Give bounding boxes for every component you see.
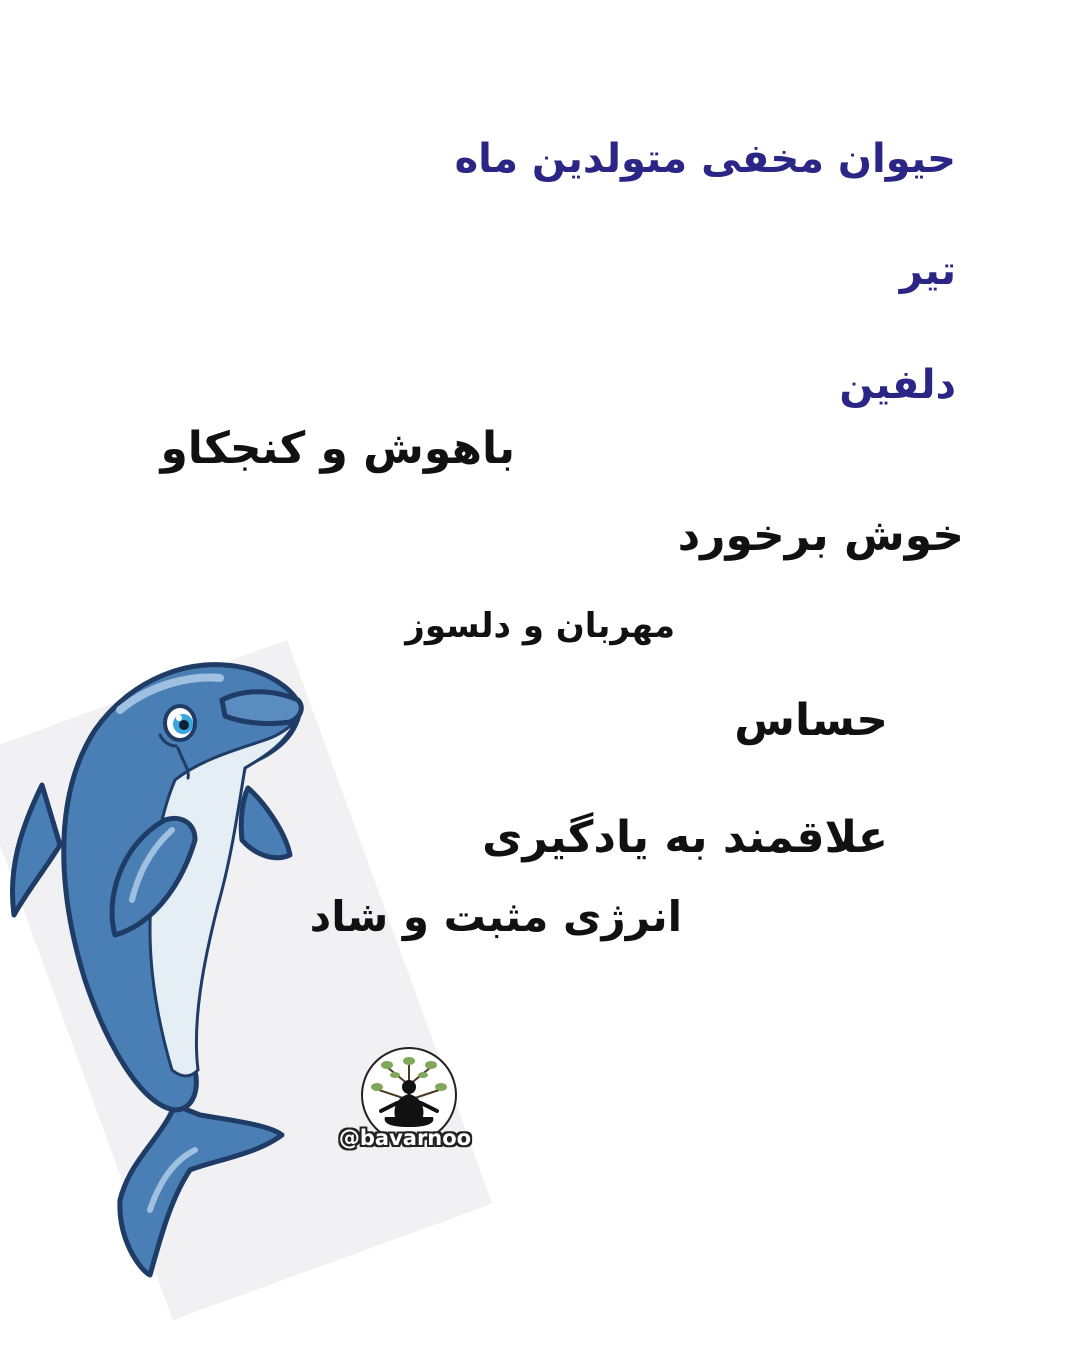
trait-friendly: خوش برخورد — [677, 510, 964, 561]
trait-kind: مهربان و دلسوز — [405, 606, 675, 646]
trait-positive-energy: انرژی مثبت و شاد — [309, 892, 682, 941]
trait-learning: علاقمند به یادگیری — [482, 812, 888, 863]
title-heading: حیوان مخفی متولدین ماه — [454, 136, 956, 182]
month-heading: تیر — [899, 248, 956, 294]
trait-sensitive: حساس — [734, 695, 888, 746]
watermark-handle: @bavarnoo — [338, 1126, 472, 1150]
animal-heading: دلفین — [839, 362, 956, 408]
dolphin-tail — [120, 1105, 282, 1275]
dolphin-right-fin — [241, 788, 290, 858]
dolphin-beak — [222, 692, 301, 724]
dolphin-back-fin — [12, 785, 60, 915]
dolphin-illustration — [0, 600, 520, 1300]
trait-intelligent: باهوش و کنجکاو — [160, 423, 515, 474]
